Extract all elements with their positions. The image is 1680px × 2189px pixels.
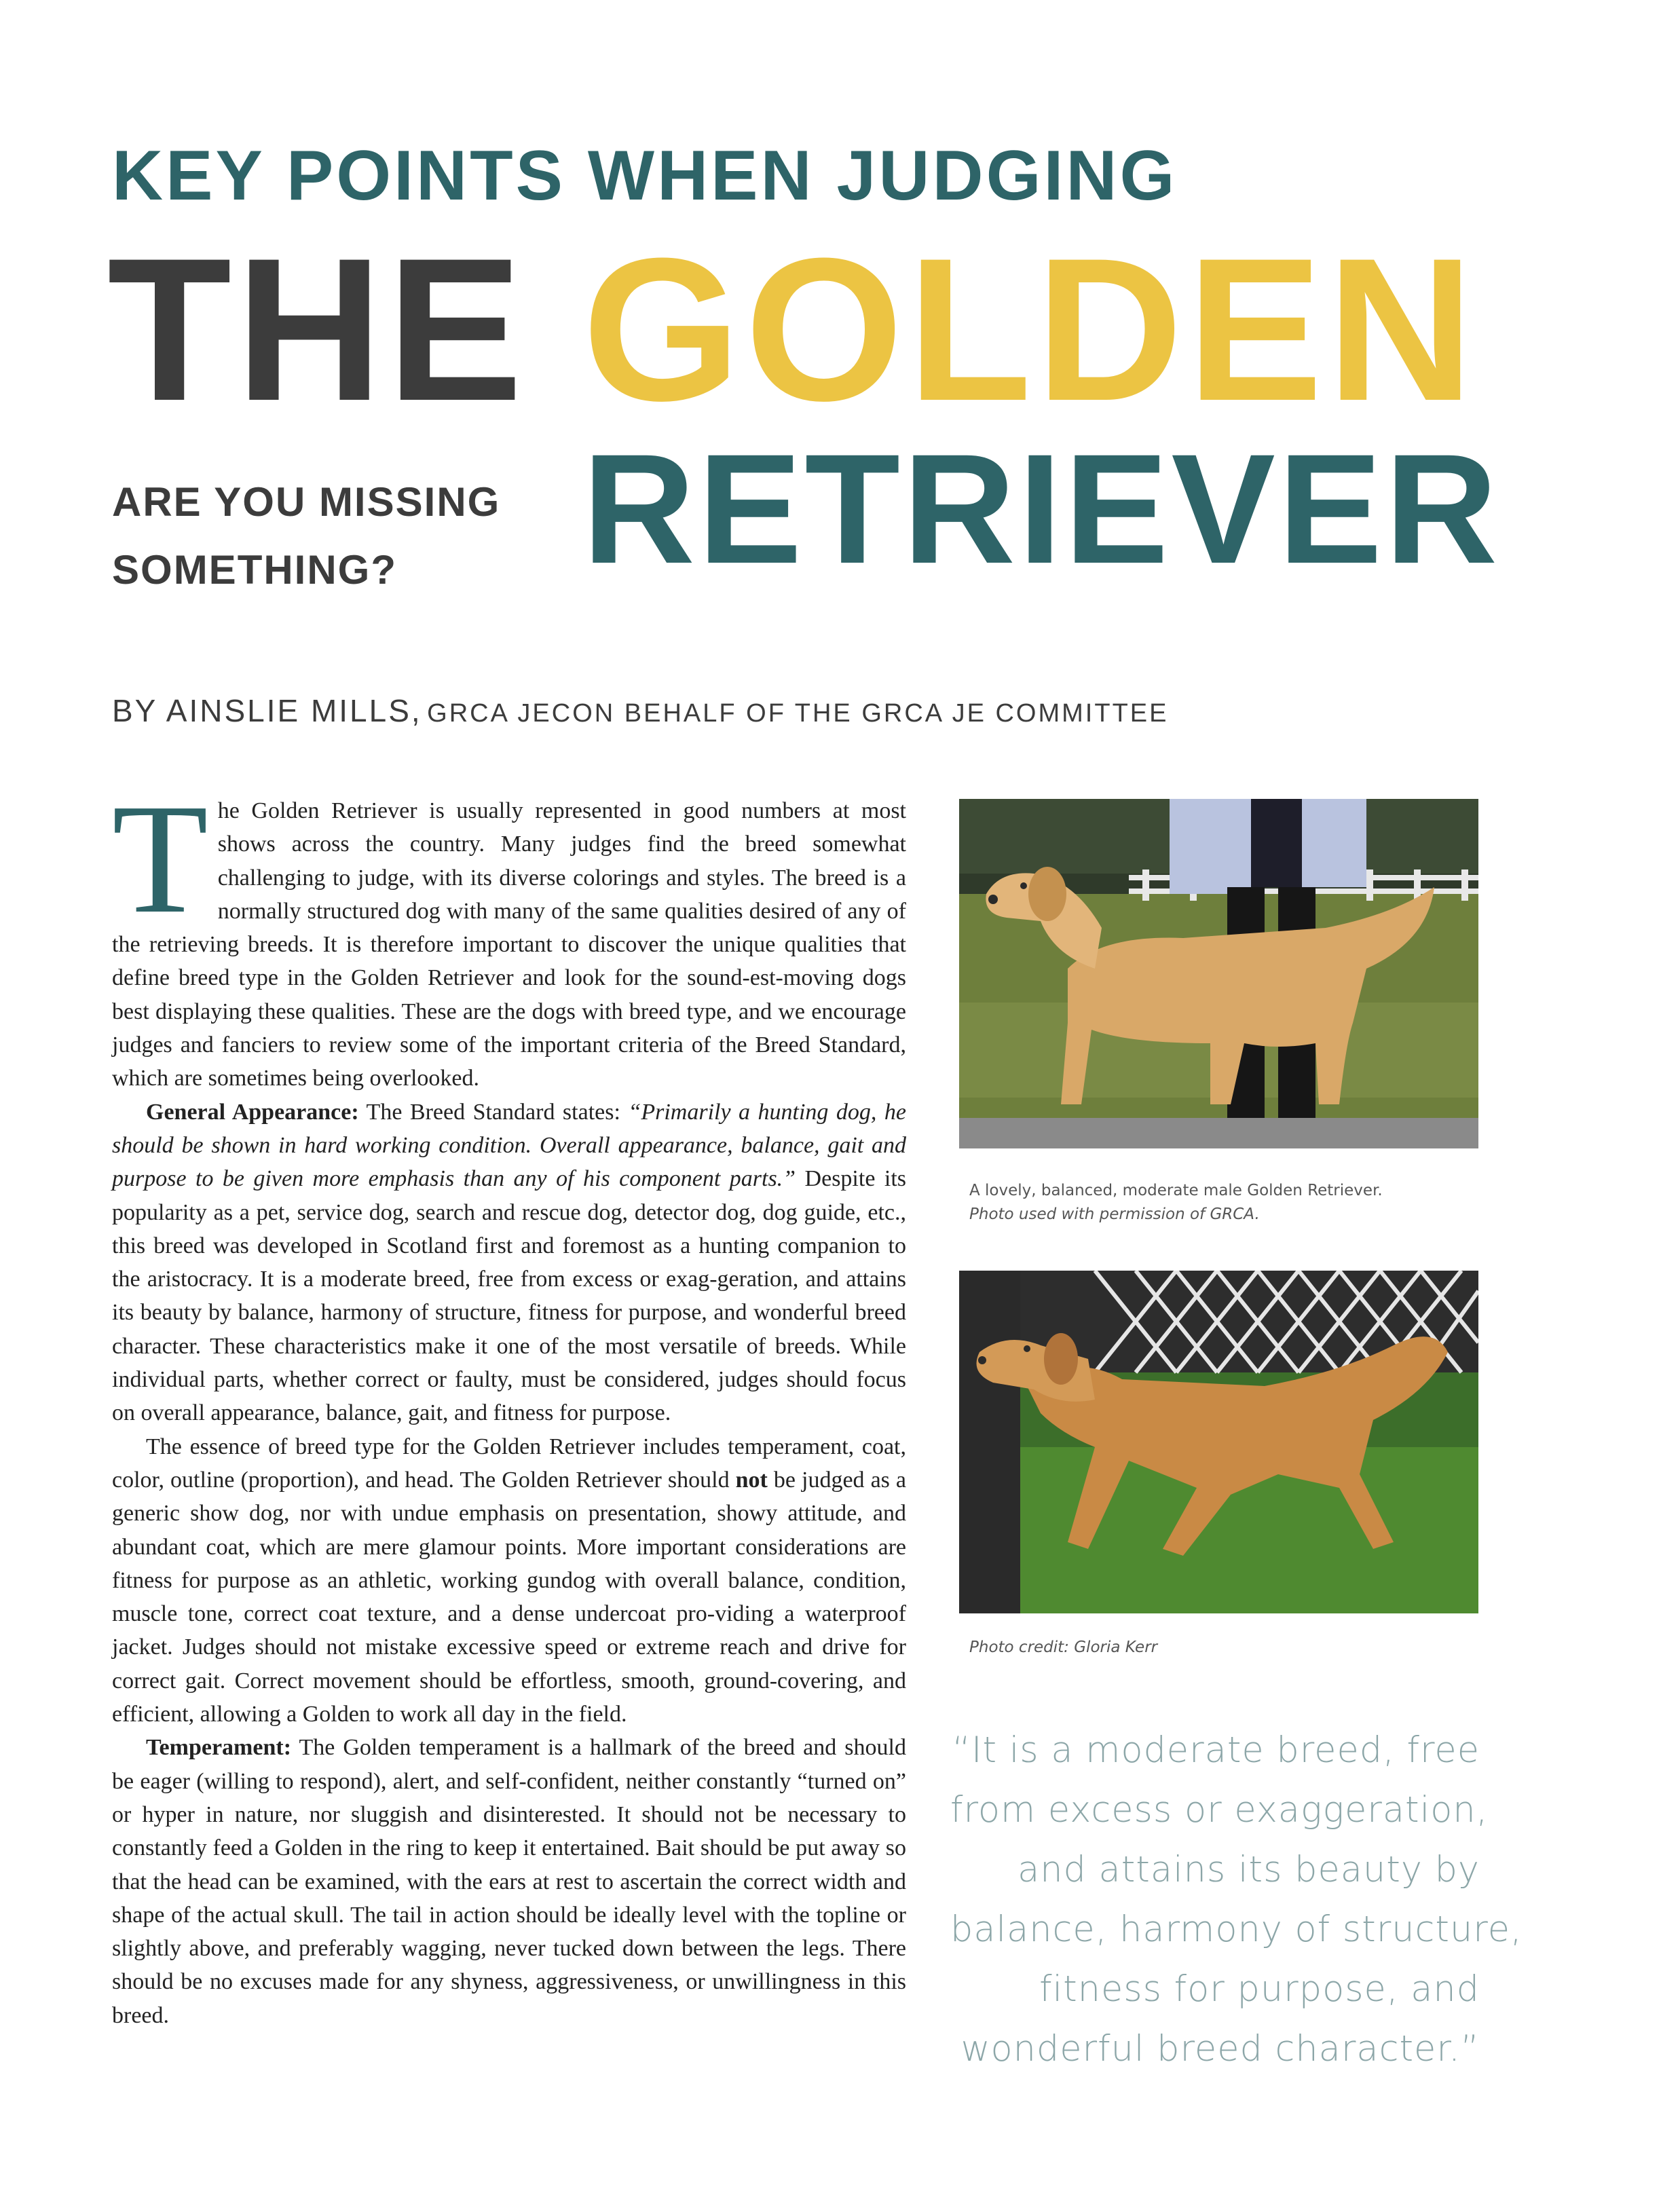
- breed-standard-quote: “Primarily a hunting dog, he should be shown in hard working condition. Overall appearance, balance, gait and purpose to be given more emphasis than any of his component parts.”: [112, 1099, 907, 1192]
- photo-caption-2: [969, 1636, 1485, 1660]
- paragraph-temperament: [112, 1731, 906, 2032]
- pull-quote-line: balance, harmony of structure,: [950, 1909, 1523, 1950]
- photo-caption-1-line2: Photo used with permission of GRCA.: [969, 1205, 1260, 1223]
- paragraph-intro-text: he Golden Retriever is usually represented in good numbers at most shows across the country. Many judges find the breed somewhat challenging to judge, with its diverse colorings and styles. The breed is a normally structured dog with many of the same qualities desired of any of the retrieving breeds. It is therefore important to discover the unique qualities that define breed type in the Golden Retriever and look for the sound-est-moving dogs best displaying these qualities. These are the dogs with breed type, and we encourage judges and fanciers to review some of the important criteria of the Breed Standard, which are sometimes being overlooked.: [112, 798, 906, 1091]
- pull-quote-line: from excess or exaggeration,: [950, 1789, 1489, 1831]
- byline-affiliation: GRCA JECON BEHALF OF THE GRCA JE COMMITTEE: [427, 699, 1169, 728]
- photo-caption-1-line1: A lovely, balanced, moderate male Golden Retriever.: [969, 1182, 1383, 1199]
- article-body: [112, 772, 907, 2032]
- paragraph-general-appearance: [112, 1096, 906, 1430]
- temperament-heading: Temperament:: [146, 1735, 292, 1761]
- photo-caption-1: [969, 1179, 1485, 1227]
- pull-quote-line: and attains its beauty by: [1018, 1849, 1480, 1890]
- title-word-golden: GOLDEN: [582, 215, 1478, 443]
- photo-standing-golden: [959, 799, 1478, 1148]
- article-subhead: ARE YOU MISSING SOMETHING?: [112, 479, 501, 593]
- photo-caption-2-line1: Photo credit: Gloria Kerr: [969, 1639, 1158, 1656]
- pull-quote: [950, 1721, 1523, 2079]
- pull-quote-line: fitness for purpose, and: [1039, 1968, 1480, 2010]
- paragraph-intro: [112, 772, 906, 1096]
- breed-type-emphasis: not: [735, 1467, 768, 1493]
- breed-type-text-a: The essence of breed type for the Golden Retriever includes temperament, coat, color, outline (proportion), and head. The Golden Retriever should: [112, 1434, 906, 1493]
- breed-type-text-b: be judged as a generic show dog, nor with undue emphasis on presentation, showy attitude, and abundant coat, which are mere glamour points. More important considerations are fitness for purpose as an athletic, working gundog with overall balance, condition, muscle tone, correct coat texture, and a dense undercoat pro-viding a waterproof jacket. Judges should not mistake excessive speed or extreme reach and drive for correct gait. Correct movement should be effortless, smooth, ground-covering, and efficient, allowing a Golden to work all day in the field.: [112, 1467, 907, 1727]
- title-word-the: THE: [107, 215, 527, 443]
- drop-cap: T: [112, 772, 208, 946]
- photo-trotting-golden: [959, 1271, 1478, 1613]
- paragraph-breed-type: [112, 1430, 906, 1732]
- pull-quote-line: wonderful breed character.”: [960, 2028, 1480, 2070]
- title-word-retriever: RETRIEVER: [582, 422, 1501, 596]
- general-appearance-intro: The Breed Standard states:: [358, 1099, 629, 1125]
- trotting-golden-image: [959, 1271, 1478, 1613]
- byline-author: BY AINSLIE MILLS,: [112, 693, 422, 728]
- temperament-text: The Golden temperament is a hallmark of the breed and should be eager (willing to respond), alert, and self-confident, neither constantly “turned on” or hyper in nature, nor sluggish and disinterested. It should not be necessary to constantly feed a Golden in the ring to keep it entertained. Bait should be put away so that the head can be examined, with the ears at rest to ascertain the correct width and shape of the actual skull. The tail in action should be ideally level with the topline or slightly above, and preferably wagging, never tucked down between the legs. There should be no excuses made for any shyness, aggressiveness, or unwillingness in this breed.: [112, 1735, 906, 2028]
- pull-quote-line: “It is a moderate breed, free: [952, 1729, 1480, 1771]
- byline: [112, 692, 1168, 729]
- standing-golden-image: [959, 799, 1478, 1148]
- general-appearance-heading: General Appearance:: [146, 1099, 359, 1125]
- article-kicker: KEY POINTS WHEN JUDGING: [112, 136, 1178, 215]
- general-appearance-text: Despite its popularity as a pet, service dog, search and rescue dog, detector dog, dog guide, etc., this breed was developed in Scotland first and foremost as a hunting companion to the aristocracy. It is a moderate breed, free from excess or exag-geration, and attains its beauty by balance, harmony of structure, fitness for purpose, and wonderful breed character. These characteristics make it one of the most versatile of breeds. While individual parts, whether correct or faulty, must be considered, judges should focus on overall appearance, balance, gait, and fitness for purpose.: [112, 1166, 906, 1426]
